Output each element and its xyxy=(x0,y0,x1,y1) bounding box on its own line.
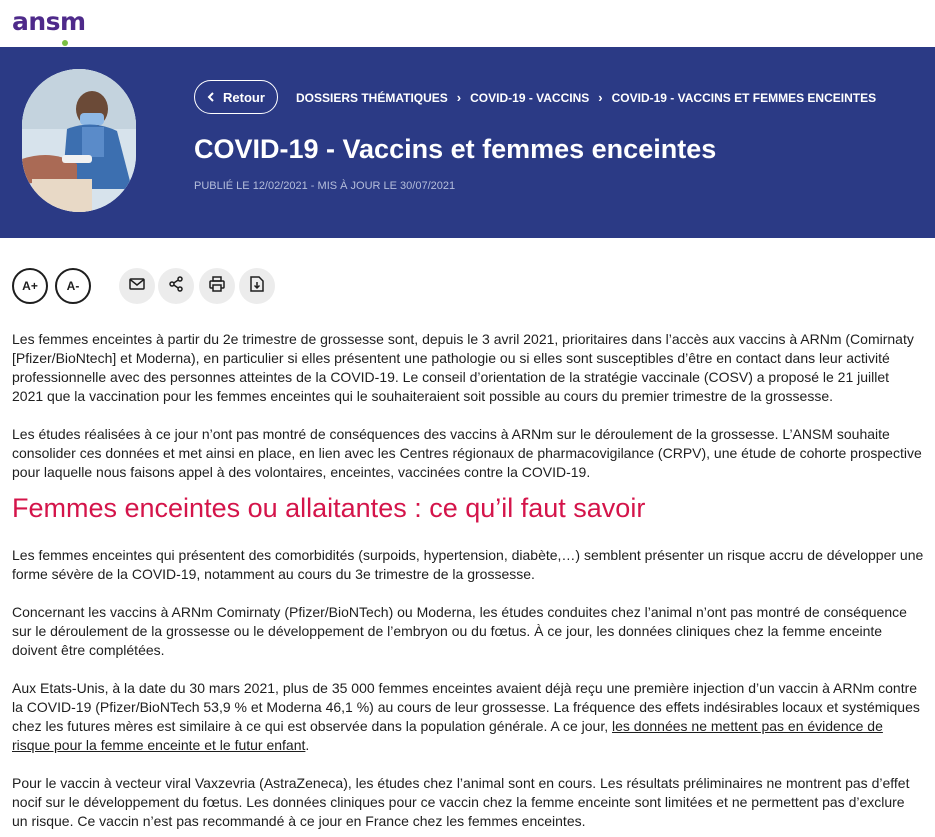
page-title: COVID-19 - Vaccins et femmes enceintes xyxy=(194,134,717,164)
section-heading: Femmes enceintes ou allaitantes : ce qu’il faut savoir xyxy=(12,493,646,523)
paragraph-text: Aux Etats-Unis, à la date du 30 mars 2021, plus de 35 000 femmes enceintes avaient déjà reçu une première injection d’un vaccin à ARNm contre la COVID-19 (Pfizer/BioNTech 53,9 % et Moderna 46,1 %) au cours de leur grossesse. La fréquence des effets indésirables locaux et systémiques chez les futures mères est similaire à ce qui est observée dans la population générale. A ce jour, xyxy=(12,680,920,734)
paragraph-end: . xyxy=(305,737,310,753)
back-button[interactable] xyxy=(194,80,278,114)
article-paragraph: Les femmes enceintes qui présentent des comorbidités (surpoids, hypertension, diabète,…) semblent présenter un risque accru de développer une forme sévère de la COVID-19, notamment au cours du 3e trimestre de la grossesse. xyxy=(12,547,924,582)
publication-date: PUBLIÉ LE 12/02/2021 - MIS À JOUR LE 30/07/2021 xyxy=(194,180,456,192)
logo-accent-dot xyxy=(62,40,68,46)
breadcrumb-item-current[interactable]: COVID-19 - VACCINS ET FEMMES ENCEINTES xyxy=(611,90,877,105)
breadcrumb-item-dossiers[interactable]: DOSSIERS THÉMATIQUES xyxy=(296,90,448,105)
ansm-logo[interactable]: ansm xyxy=(12,7,86,36)
font-decrease-button[interactable]: A- xyxy=(55,268,91,304)
print-button[interactable] xyxy=(199,268,235,304)
risk-data-link[interactable]: les données ne mettent pas en évidence de risque pour la femme enceinte et le futur enfant xyxy=(12,718,883,753)
site-header xyxy=(0,0,935,47)
download-icon xyxy=(250,276,264,297)
article-paragraph xyxy=(12,679,924,755)
breadcrumb xyxy=(296,90,876,105)
mail-icon xyxy=(129,277,145,295)
share-button[interactable] xyxy=(158,268,194,304)
font-increase-button[interactable]: A+ xyxy=(12,268,48,304)
article-paragraph: Concernant les vaccins à ARNm Comirnaty (Pfizer/BioNTech) ou Moderna, les études conduites chez l’animal n’ont pas montré de conséquence sur le déroulement de la grossesse ou le développement de l’embryon ou du fœtus. À ce jour, les données cliniques chez la femme enceinte doivent être complétées. xyxy=(12,604,907,658)
hero-banner xyxy=(0,47,935,238)
article-paragraph: Pour le vaccin à vecteur viral Vaxzevria (AstraZeneca), les études chez l’animal sont en cours. Les résultats préliminaires ne montrent pas d’effet nocif sur le développement du fœtus. Les données cliniques pour ce vaccin chez la femme enceinte sont limitées et ne permettent pas d’exclure un risque. Ce vaccin n’est pas recommandé à ce jour en France chez les femmes enceintes. xyxy=(12,775,910,829)
breadcrumb-item-vaccins[interactable]: COVID-19 - VACCINS xyxy=(470,90,590,105)
article-paragraph: Les femmes enceintes à partir du 2e trimestre de grossesse sont, depuis le 3 avril 2021, prioritaires dans l’accès aux vaccins à ARNm (Comirnaty [Pfizer/BioNtech] et Moderna), en particulier si elles présentent une pathologie ou si elles sont susceptibles d’être en contact dans leur activité professionnelle avec des personnes atteintes de la COVID-19. Le conseil d’orientation de la stratégie vaccinale (COSV) a proposé le 21 juillet 2021 que la vaccination pour les femmes enceintes qui le souhaiteraient soit possible au cours du premier trimestre de la grossesse. xyxy=(12,331,914,404)
download-button[interactable] xyxy=(239,268,275,304)
share-icon xyxy=(168,276,184,297)
print-icon xyxy=(209,276,225,297)
chevron-right-icon: › xyxy=(456,90,462,105)
chevron-left-icon xyxy=(207,90,215,105)
email-button[interactable] xyxy=(119,268,155,304)
hero-photo xyxy=(22,69,136,212)
chevron-right-icon: › xyxy=(598,90,603,105)
article-paragraph: Les études réalisées à ce jour n’ont pas montré de conséquences des vaccins à ARNm sur le déroulement de la grossesse. L’ANSM souhaite consolider ces données et met ainsi en place, en lien avec les Centres régionaux de pharmacovigilance (CRPV), une étude de cohorte prospective pour laquelle nous faisons appel à des volontaires, enceintes, vaccinées contre la COVID-19. xyxy=(12,426,922,480)
back-button-label: Retour xyxy=(223,89,265,105)
